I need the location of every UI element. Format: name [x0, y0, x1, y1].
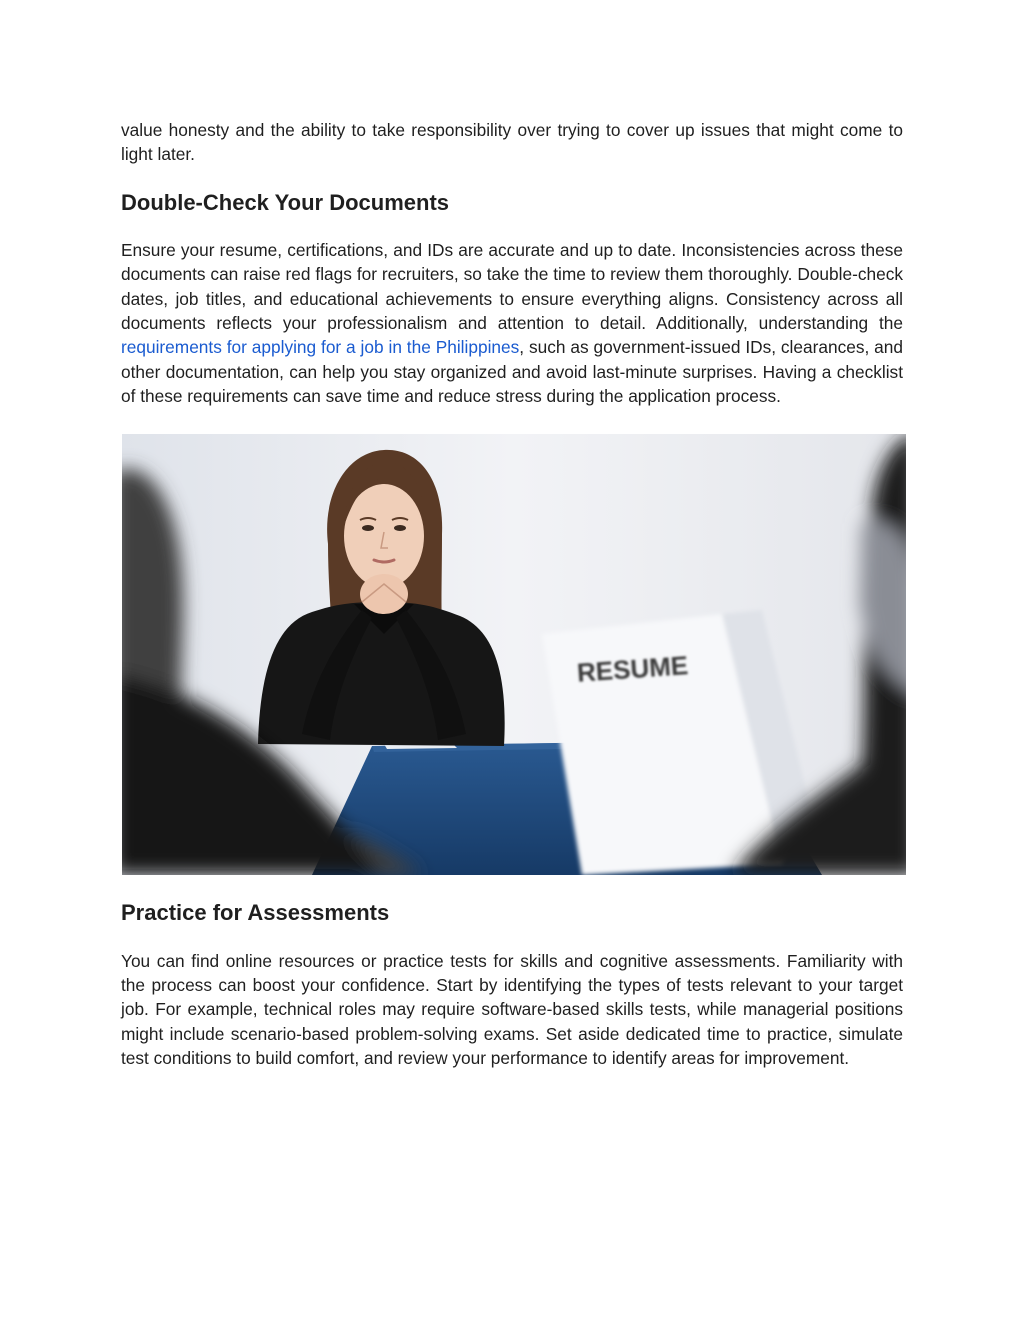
interview-photo-illustration [122, 434, 906, 875]
document-page [121, 118, 903, 1071]
interview-photo [122, 434, 906, 875]
intro-paragraph: value honesty and the ability to take responsibility over trying to cover up issues that might come to light later. [121, 120, 903, 165]
assessments-paragraph: You can find online resources or practice tests for skills and cognitive assessments. Familiarity with the process can boost your confidence. Start by identifying the types of tests relevant to your target job. For example, technical roles may require software-based skills tests, while managerial positions might include scenario-based problem-solving exams. Set aside dedicated time to practice, simulate test conditions to build comfort, and review your performance to identify areas for improvement. [121, 950, 903, 1069]
section-heading-assessments: Practice for Assessments [121, 899, 390, 925]
section-heading-documents: Double-Check Your Documents [121, 189, 450, 215]
philippines-requirements-link[interactable]: requirements for applying for a job in the Philippines [121, 337, 520, 358]
documents-text-before-link: Ensure your resume, certifications, and IDs are accurate and up to date. Inconsistencies across these documents can raise red flags for recruiters, so take the time to review them thoroughly. Double-check dates, job titles, and educational achievements to ensure everything aligns. Consistency across all documents reflects your professionalism and attention to detail. Additionally, understanding the [121, 239, 903, 334]
documents-text-after-link: , such as government-issued IDs, clearances, and other documentation, can help you stay organized and avoid last-minute surprises. Having a checklist of these requirements can save time and reduce stress during the application process. [121, 337, 903, 407]
documents-paragraph [121, 238, 903, 409]
resume-label: RESUME [576, 649, 690, 688]
